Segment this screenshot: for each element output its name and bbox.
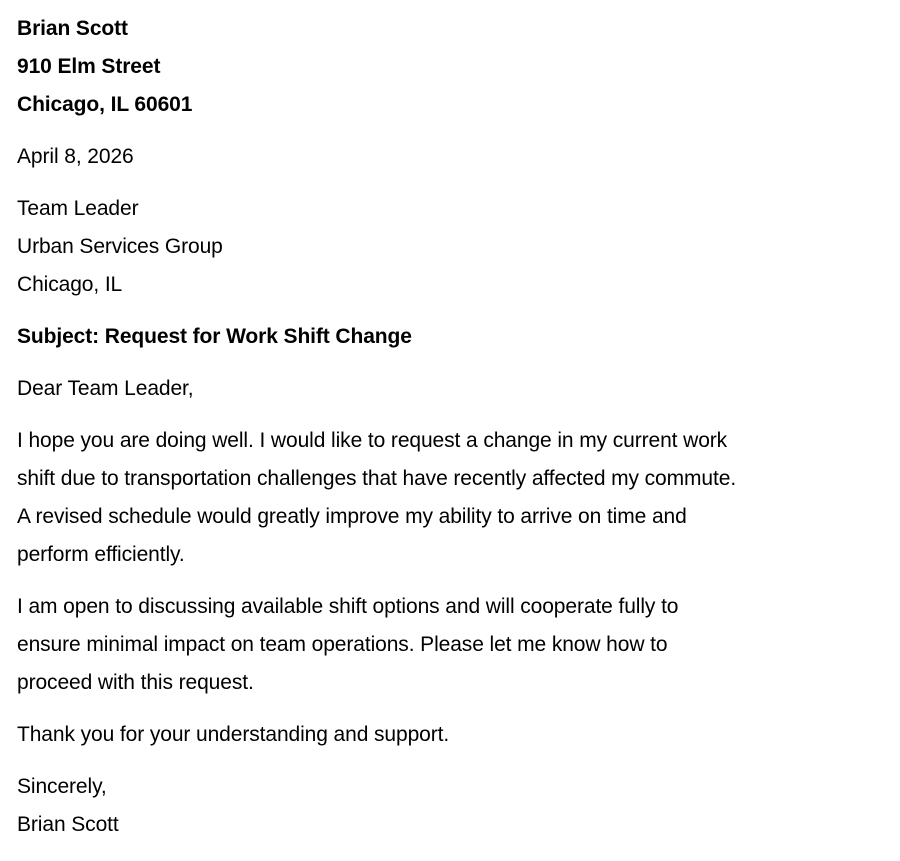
subject-block: [17, 318, 883, 356]
body-line: I am open to discussing available shift options and will cooperate fully to: [17, 595, 679, 618]
body-paragraph-2: [17, 588, 883, 702]
signature: Brian Scott: [17, 813, 119, 836]
subject-line: Subject: Request for Work Shift Change: [17, 325, 412, 348]
salutation-block: [17, 370, 883, 408]
body-line: shift due to transportation challenges that have recently affected my commute.: [17, 467, 737, 490]
body-line: proceed with this request.: [17, 671, 254, 694]
body-line: perform efficiently.: [17, 543, 185, 566]
sender-name: Brian Scott: [17, 17, 128, 40]
body-paragraph-1: [17, 422, 883, 574]
letter-date: April 8, 2026: [17, 145, 134, 168]
body-line: ensure minimal impact on team operations. Please let me know how to: [17, 633, 668, 656]
salutation: Dear Team Leader,: [17, 377, 194, 400]
sender-address: [17, 10, 883, 124]
body-line: I hope you are doing well. I would like to request a change in my current work: [17, 429, 728, 452]
letter-date-block: [17, 138, 883, 176]
recipient-city-state: Chicago, IL: [17, 273, 123, 296]
closing-block: [17, 768, 883, 844]
sender-city-state-zip: Chicago, IL 60601: [17, 93, 193, 116]
body-line: Thank you for your understanding and support.: [17, 723, 450, 746]
recipient-title: Team Leader: [17, 197, 139, 220]
sender-street: 910 Elm Street: [17, 55, 161, 78]
closing: Sincerely,: [17, 775, 107, 798]
recipient-organization: Urban Services Group: [17, 235, 223, 258]
body-line: A revised schedule would greatly improve my ability to arrive on time and: [17, 505, 687, 528]
recipient-address: [17, 190, 883, 304]
body-paragraph-3: [17, 716, 883, 754]
